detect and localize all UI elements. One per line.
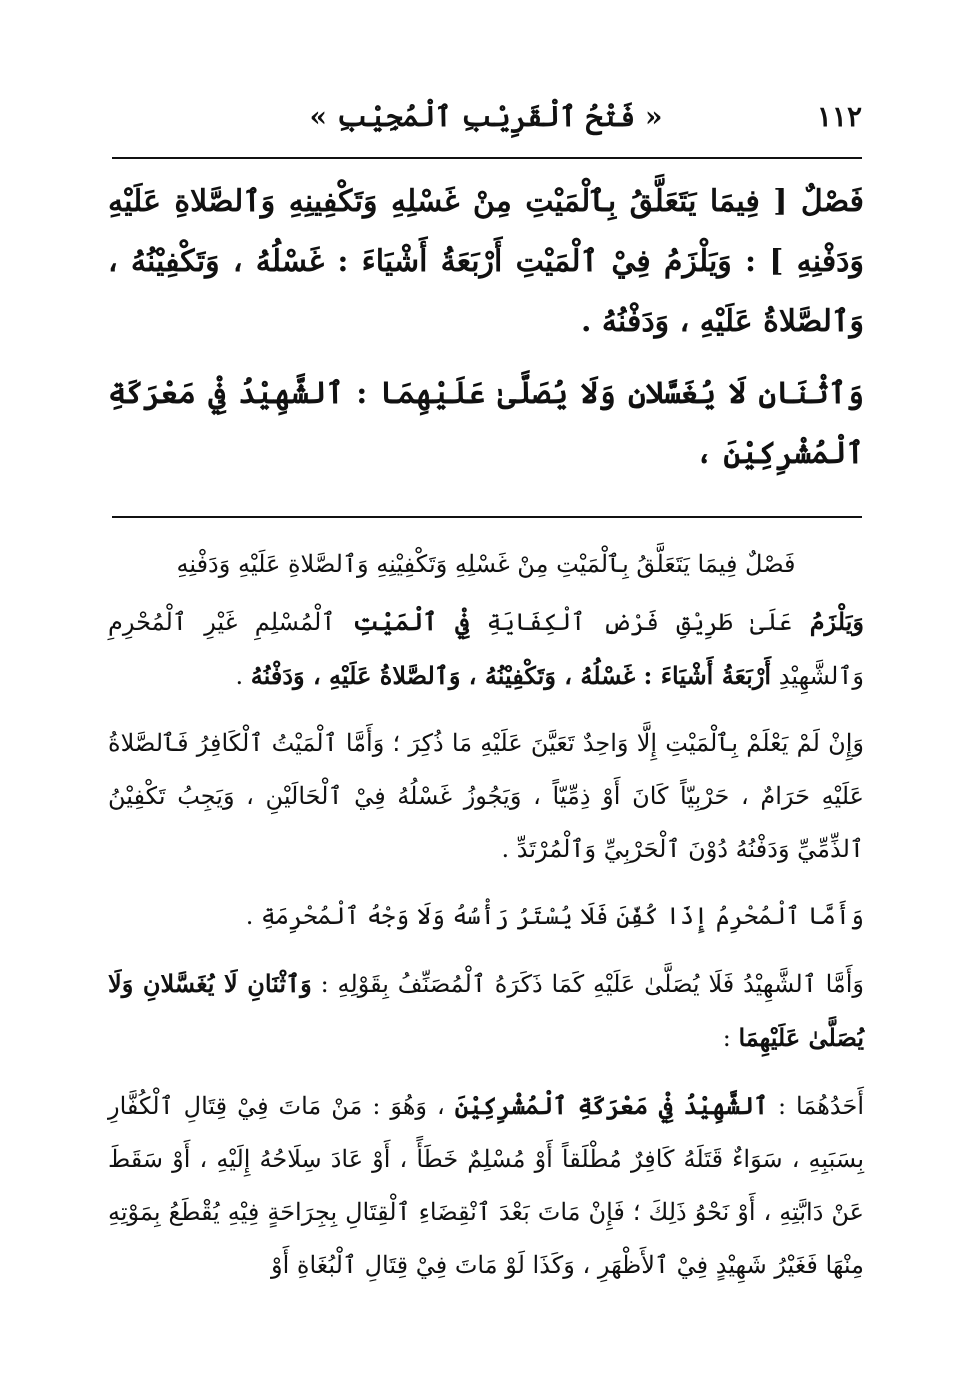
sharh-paragraph	[108, 957, 864, 1065]
section-divider	[112, 516, 862, 518]
sharh-chapter-heading	[108, 538, 864, 591]
commentary-text: :	[722, 1024, 739, 1052]
quoted-matn: وَيَلْزَمُ	[809, 607, 865, 636]
commentary-text: .	[235, 662, 251, 690]
page-number: ١١٢	[816, 100, 862, 133]
commentary-text: أَحَدُهُمَا :	[768, 1092, 864, 1120]
sharh-paragraph: وَأَمَّا ٱلْمُحْرِمُ إِذَا كُفِّنَ فَلَا يُسْتَرُ رَأْسُهُ وَلَا وَجْهُ ٱلْمُحْرِمَةِ .	[245, 902, 864, 930]
commentary-text: عَلَىٰ طَرِيْقِ فَرْضِ ٱلْكِفَايَةِ	[469, 608, 810, 636]
matn-text: : وَيَلْزَمُ فِيْ ٱلْمَيْتِ أَرْبَعَةُ أَشْيَاءَ : غَسْلُهُ ، وَتَكْفِيْنُهُ ، وَٱلصَّلاةُ عَلَيْهِ ، وَدَفْنُهُ .	[108, 244, 864, 339]
quoted-matn: أَرْبَعَةُ أَشْيَاءَ : غَسْلُهُ ، وَتَكْفِيْنُهُ ، وَٱلصَّلاةُ عَلَيْهِ ، وَدَفْنُهُ	[250, 661, 772, 690]
running-title: « فَتْحُ ٱلْقَرِيْبِ ٱلْمُجِيْبِ »	[309, 100, 663, 133]
commentary-text: ٱلْمُسْلِمِ غَيْرِ ٱلْمُحْرِمِ وَٱلشَّهِيْدِ	[108, 608, 864, 690]
quoted-matn: ٱلشَّهِيْدُ فِيْ مَعْرَكَةِ ٱلْمُشْرِكِيْنَ	[454, 1091, 769, 1120]
matn-chapter-heading: فَصْلٌ [ فِيمَا يَتَعَلَّقُ بِٱلْمَيْتِ مِنْ غَسْلِهِ وَتَكْفِينِهِ وَٱلصَّلاةِ عَلَيْهِ وَدَفْنِهِ ]	[108, 184, 865, 279]
commentary-text: وَأَمَّا ٱلشَّهِيْدُ فَلَا يُصَلَّىٰ عَلَيْهِ كَمَا ذَكَرَهُ ٱلْمُصَنِّفُ بِقَوْلِهِ :	[311, 970, 865, 998]
quoted-matn: فِيْ ٱلْمَيْتِ	[352, 607, 470, 636]
sharh-paragraph	[108, 1079, 864, 1292]
matn-paragraph: وَٱثْنَانِ لَا يُغَسَّلانِ وَلَا يُصَلَّىٰ عَلَيْهِمَا : ٱلشَّهِيْدُ فِيْ مَعْرَكَةِ ٱلْمُشْرِكِيْنَ ،	[108, 376, 864, 471]
matn-section	[108, 172, 864, 496]
quoted-matn: وَٱثْنَانِ لَا يُغَسَّلانِ وَلَا يُصَلَّىٰ عَلَيْهِمَا	[108, 969, 864, 1052]
sharh-paragraph: وَإِنْ لَمْ يَعْلَمْ بِٱلْمَيْتِ إِلَّا وَاحِدٌ تَعَيَّنَ عَلَيْهِ مَا ذُكِرَ ؛ وَأَمَّا ٱلْمَيْتُ ٱلْكَافِرُ فَٱلصَّلاةُ عَلَيْهِ حَرَامٌ ، حَرْبِيّاً كَانَ أَوْ ذِمِّيّاً ، وَيَجُوزُ غَسْلُهُ فِيْ ٱلْحَالَيْنِ ، وَيَجِبُ تَكْفِيْنُ ٱلذِّمِّيِّ وَدَفْنُهُ دُوْنَ ٱلْحَرْبِيِّ وَٱلْمُرْتَدِّ .	[108, 729, 864, 863]
matn-paragraph	[108, 172, 864, 352]
sharh-section	[108, 538, 864, 1306]
sharh-heading-text: فَصْلٌ فِيمَا يَتَعَلَّقُ بِٱلْمَيْتِ مِنْ غَسْلِهِ وَتَكْفِيْنِهِ وَٱلصَّلاةِ عَلَيْهِ وَدَفْنِهِ	[176, 550, 796, 578]
page-header	[110, 96, 862, 144]
header-divider	[112, 157, 862, 159]
commentary-text: ، وَهُوَ : مَنْ مَاتَ فِيْ قِتَالِ ٱلْكُفَّارِ بِسَبَبِهِ ، سَوَاءٌ قَتَلَهُ كَافِرٌ مُطْلَقاً أَوْ مُسْلِمٌ خَطَأً ، أَوْ عَادَ سِلَاحُهُ إِلَيْهِ ، أَوْ سَقَطَ عَنْ دَابَّتِهِ ، أَوْ نَحْوُ ذَلِكَ ؛ فَإِنْ مَاتَ بَعْدَ ٱنْقِضَاءِ ٱلْقِتَالِ بِجِرَاحَةٍ فِيْهِ يُقْطَعُ بِمَوْتِهِ مِنْهَا فَغَيْرُ شَهِيْدٍ فِيْ ٱلأَظْهَرِ ، وَكَذَا لَوْ مَاتَ فِيْ قِتَالِ ٱلْبُغَاةِ أَوْ	[108, 1092, 864, 1279]
sharh-paragraph	[108, 595, 864, 703]
